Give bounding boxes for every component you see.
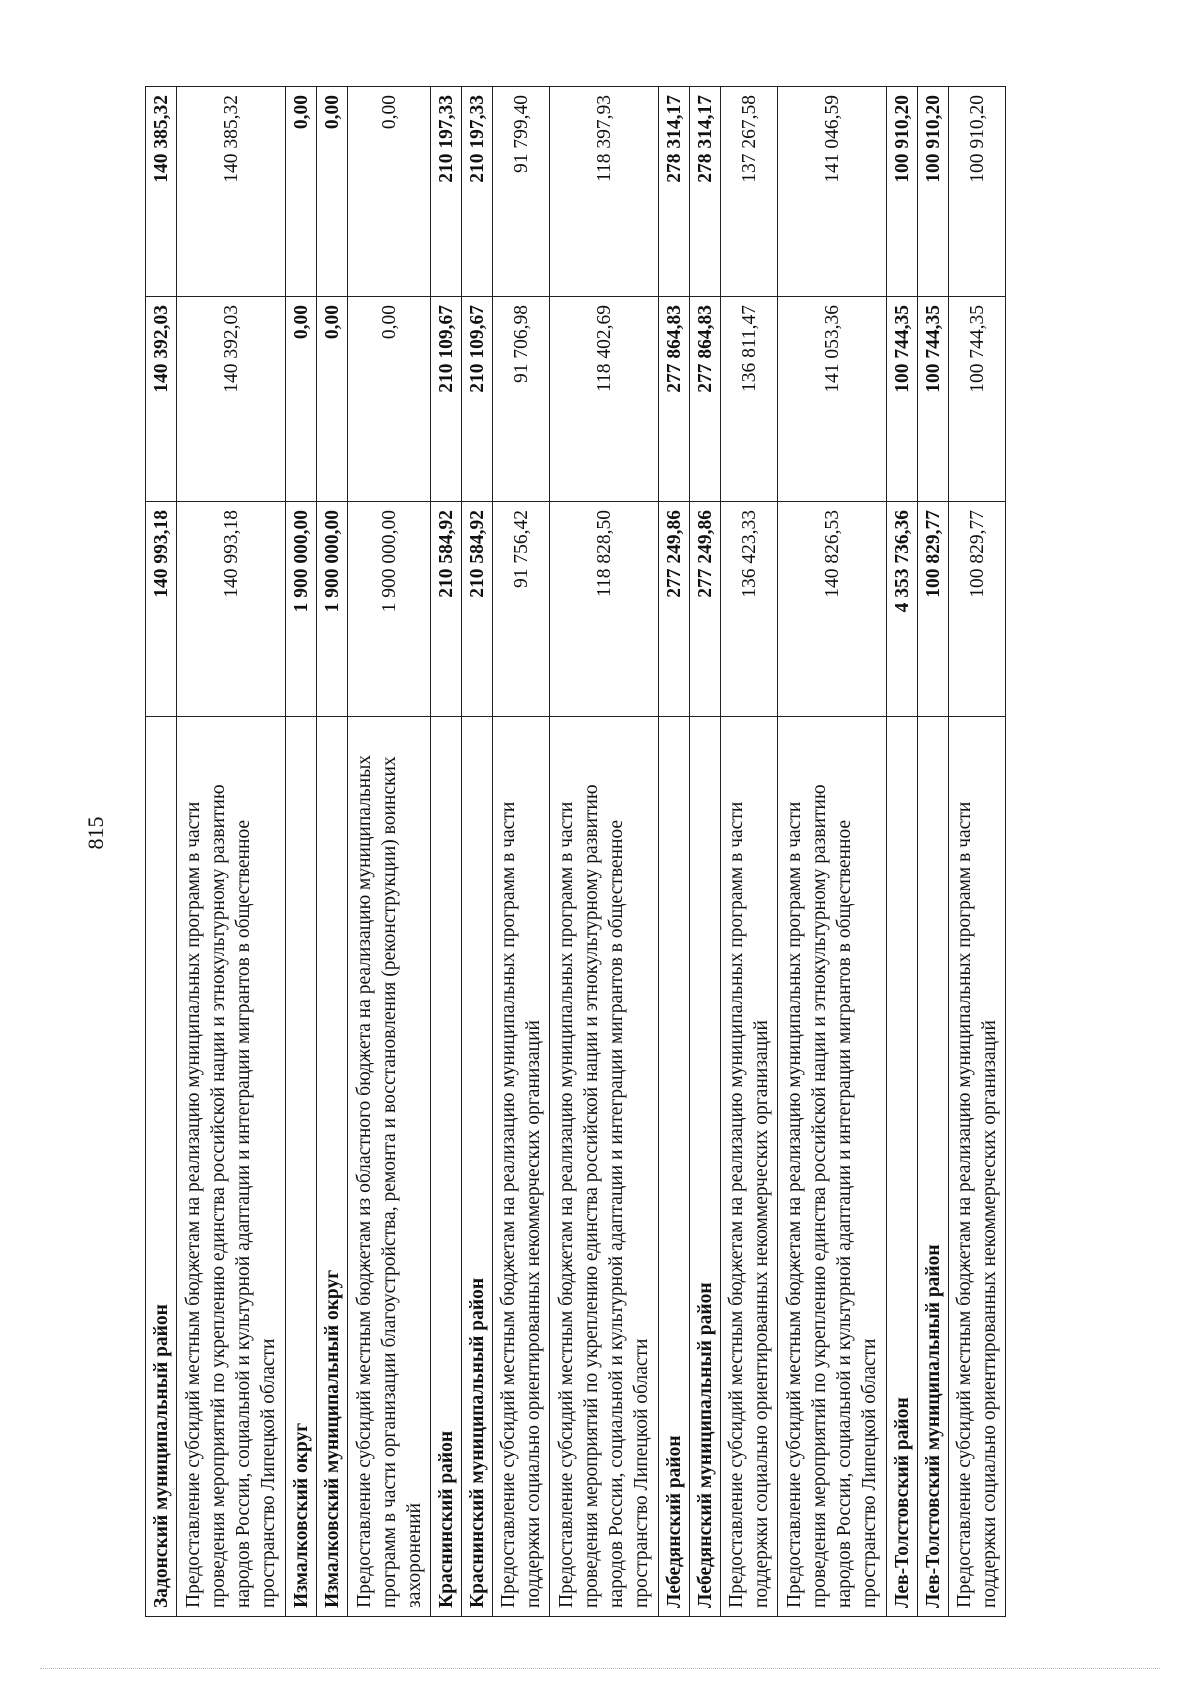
row-value-2: 141 053,36 <box>778 297 887 502</box>
row-value-3: 118 397,93 <box>550 87 659 297</box>
row-value-2: 0,00 <box>317 297 348 502</box>
row-value-1: 118 828,50 <box>550 502 659 717</box>
row-value-1: 4 353 736,36 <box>887 502 918 717</box>
table-row <box>177 87 286 1617</box>
row-value-1: 1 900 000,00 <box>286 502 317 717</box>
table-row <box>348 87 431 1617</box>
row-name: Краснинский район <box>431 717 462 1617</box>
table-row <box>317 87 348 1617</box>
row-value-3: 140 385,32 <box>146 87 177 297</box>
row-value-2: 118 402,69 <box>550 297 659 502</box>
row-value-1: 100 829,77 <box>949 502 1006 717</box>
row-value-2: 210 109,67 <box>431 297 462 502</box>
table-row <box>721 87 778 1617</box>
row-value-1: 140 993,18 <box>146 502 177 717</box>
row-value-2: 210 109,67 <box>462 297 493 502</box>
table-row <box>949 87 1006 1617</box>
row-value-2: 100 744,35 <box>949 297 1006 502</box>
rotated-table-container <box>145 87 1065 1617</box>
row-value-3: 0,00 <box>317 87 348 297</box>
row-name: Предоставление субсидий местным бюджетам на реализацию муниципальных программ в части проведения мероприятий по укреплению единства российской нации и этнокультурному развитию народов России, социальной и культурной адаптации и интеграции мигрантов в общественное пространство Липецкой области <box>550 717 659 1617</box>
row-name: Предоставление субсидий местным бюджетам на реализацию муниципальных программ в части проведения мероприятий по укреплению единства российской нации и этнокультурному развитию народов России, социальной и культурной адаптации и интеграции мигрантов в общественное пространство Липецкой области <box>778 717 887 1617</box>
row-value-2: 0,00 <box>348 297 431 502</box>
row-name: Краснинский муниципальный район <box>462 717 493 1617</box>
table-row <box>431 87 462 1617</box>
row-value-1: 210 584,92 <box>462 502 493 717</box>
row-value-3: 278 314,17 <box>659 87 690 297</box>
row-value-1: 1 900 000,00 <box>317 502 348 717</box>
row-value-1: 277 249,86 <box>690 502 721 717</box>
row-value-3: 100 910,20 <box>887 87 918 297</box>
table-row <box>286 87 317 1617</box>
row-value-2: 140 392,03 <box>146 297 177 502</box>
row-name: Измалковский муниципальный округ <box>317 717 348 1617</box>
table-row <box>462 87 493 1617</box>
page-number: 815 <box>83 816 108 850</box>
row-value-1: 136 423,33 <box>721 502 778 717</box>
table-row <box>887 87 918 1617</box>
budget-table <box>145 86 1006 1617</box>
row-value-2: 277 864,83 <box>690 297 721 502</box>
table-row <box>690 87 721 1617</box>
row-value-3: 91 799,40 <box>493 87 550 297</box>
row-value-2: 100 744,35 <box>918 297 949 502</box>
table-row <box>550 87 659 1617</box>
row-name: Предоставление субсидий местным бюджетам на реализацию муниципальных программ в части поддержки социально ориентированных некоммерческих организаций <box>721 717 778 1617</box>
row-value-2: 0,00 <box>286 297 317 502</box>
row-value-1: 1 900 000,00 <box>348 502 431 717</box>
row-value-3: 140 385,32 <box>177 87 286 297</box>
row-value-2: 136 811,47 <box>721 297 778 502</box>
row-value-3: 210 197,33 <box>431 87 462 297</box>
table-row <box>146 87 177 1617</box>
table-row <box>918 87 949 1617</box>
row-name: Предоставление субсидий местным бюджетам на реализацию муниципальных программ в части поддержки социально ориентированных некоммерческих организаций <box>493 717 550 1617</box>
row-name: Задонский муниципальный район <box>146 717 177 1617</box>
row-value-3: 100 910,20 <box>918 87 949 297</box>
row-value-1: 277 249,86 <box>659 502 690 717</box>
row-value-2: 100 744,35 <box>887 297 918 502</box>
row-name: Предоставление субсидий местным бюджетам на реализацию муниципальных программ в части проведения мероприятий по укреплению единства российской нации и этнокультурному развитию народов России, социальной и культурной адаптации и интеграции мигрантов в общественное пространство Липецкой области <box>177 717 286 1617</box>
row-name: Лев-Толстовский район <box>887 717 918 1617</box>
row-value-1: 140 826,53 <box>778 502 887 717</box>
row-value-3: 278 314,17 <box>690 87 721 297</box>
row-value-1: 140 993,18 <box>177 502 286 717</box>
row-name: Лев-Толстовский муниципальный район <box>918 717 949 1617</box>
row-value-3: 137 267,58 <box>721 87 778 297</box>
row-name: Лебедянский район <box>659 717 690 1617</box>
table-row <box>778 87 887 1617</box>
row-value-1: 100 829,77 <box>918 502 949 717</box>
table-row <box>493 87 550 1617</box>
row-value-3: 100 910,20 <box>949 87 1006 297</box>
row-value-3: 0,00 <box>286 87 317 297</box>
table-row <box>659 87 690 1617</box>
row-value-1: 210 584,92 <box>431 502 462 717</box>
row-value-3: 0,00 <box>348 87 431 297</box>
row-name: Измалковский округ <box>286 717 317 1617</box>
scan-edge-divider <box>40 1668 1160 1669</box>
row-name: Лебедянский муниципальный район <box>690 717 721 1617</box>
row-value-3: 141 046,59 <box>778 87 887 297</box>
row-value-2: 91 706,98 <box>493 297 550 502</box>
row-value-2: 140 392,03 <box>177 297 286 502</box>
row-name: Предоставление субсидий местным бюджетам на реализацию муниципальных программ в части поддержки социально ориентированных некоммерческих организаций <box>949 717 1006 1617</box>
row-value-2: 277 864,83 <box>659 297 690 502</box>
row-value-3: 210 197,33 <box>462 87 493 297</box>
row-name: Предоставление субсидий местным бюджетам из областного бюджета на реализацию муниципальных программ в части организации благоустройства, ремонта и восстановления (реконструкции) воинских захоронений <box>348 717 431 1617</box>
row-value-1: 91 756,42 <box>493 502 550 717</box>
